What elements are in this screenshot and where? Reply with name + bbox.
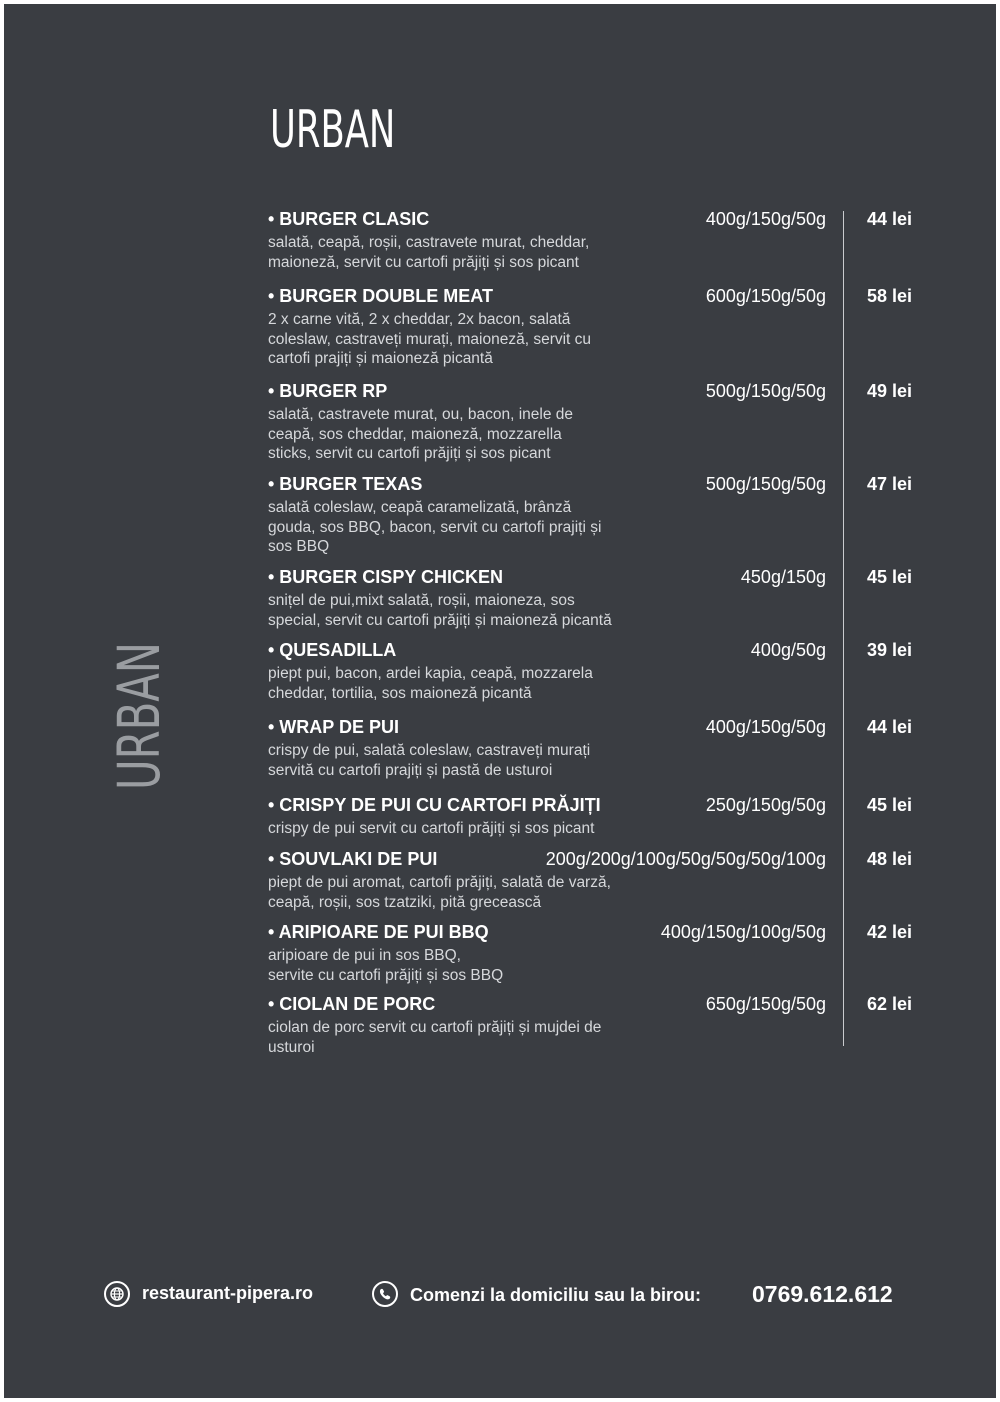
menu-item-name: • QUESADILLA (268, 640, 397, 660)
menu-item-weight: 500g/150g/50g (705, 381, 826, 401)
description-line: usturoi (268, 1038, 315, 1056)
menu-item-weight: 400g/50g (750, 640, 826, 660)
menu-item-weight: 600g/150g/50g (705, 286, 826, 306)
menu-item-weight: 500g/150g/50g (705, 474, 826, 494)
menu-item-header (268, 474, 918, 498)
menu-item-price: 48 lei (866, 849, 912, 869)
description-line: special, servit cu cartofi prăjiți și maioneză picantă (268, 611, 612, 629)
description-line: piept pui, bacon, ardei kapia, ceapă, mozzarela (268, 665, 593, 682)
menu-item-description (268, 664, 708, 703)
menu-item (268, 640, 918, 703)
footer (104, 1281, 904, 1311)
page-title: URBAN (270, 100, 396, 160)
menu-item-name: • ARIPIOARE DE PUI BBQ (268, 922, 489, 942)
description-line: sticks, servit cu cartofi prăjiți și sos picant (268, 445, 551, 462)
menu-item-name: • SOUVLAKI DE PUI (268, 849, 438, 869)
description-line: ciolan de porc servit cu cartofi prăjiți și mujdei de (268, 1019, 602, 1036)
menu-item-header (268, 640, 918, 664)
menu-item (268, 381, 918, 464)
menu-item-price: 42 lei (866, 922, 912, 942)
description-line: maioneză, servit cu cartofi prăjiți și sos picant (268, 253, 579, 271)
menu-item-price: 47 lei (866, 474, 912, 494)
menu-item-price: 44 lei (866, 717, 912, 737)
menu-item-name: • CRISPY DE PUI CU CARTOFI PRĂJIȚI (268, 795, 601, 815)
menu-item (268, 286, 918, 369)
description-line: servite cu cartofi prăjiți și sos BBQ (268, 966, 504, 984)
description-line: sos BBQ (268, 538, 330, 555)
menu-item-description (268, 233, 708, 272)
description-line: aripioare de pui in sos BBQ, (268, 947, 461, 964)
menu-item (268, 717, 918, 780)
menu-item-description (268, 310, 708, 369)
globe-icon (104, 1281, 130, 1307)
menu-item-description (268, 591, 708, 630)
menu-item-description (268, 819, 708, 839)
menu-item-weight: 450g/150g (740, 567, 826, 587)
menu-item-name: • BURGER RP (268, 381, 388, 401)
description-line: piept de pui aromat, cartofi prăjiți, salată de varză, (268, 874, 611, 891)
menu-item-price: 45 lei (866, 567, 912, 587)
menu-item-header (268, 567, 918, 591)
website-link[interactable]: restaurant-pipera.ro (142, 1283, 314, 1303)
menu-item-header (268, 795, 918, 819)
menu-item-weight: 400g/150g/100g/50g (660, 922, 826, 942)
menu-item (268, 209, 918, 272)
menu-item-weight: 250g/150g/50g (705, 795, 826, 815)
menu-item (268, 994, 918, 1057)
menu-item-header (268, 717, 918, 741)
description-line: snițel de pui,mixt salată, roșii, maioneza, sos (268, 592, 575, 609)
menu-item-description (268, 946, 708, 985)
menu-item-header (268, 849, 918, 873)
description-line: 2 x carne vită, 2 x cheddar, 2x bacon, salată (268, 311, 571, 328)
menu-item (268, 567, 918, 630)
menu-item-description (268, 498, 708, 557)
menu-item (268, 849, 918, 912)
menu-item-price: 58 lei (866, 286, 912, 306)
menu-item (268, 795, 918, 839)
description-line: salată coleslaw, ceapă caramelizată, brânză (268, 499, 572, 516)
description-line: servită cu cartofi prajiți și pastă de usturoi (268, 761, 553, 779)
description-line: salată, castravete murat, ou, bacon, inele de (268, 406, 574, 423)
menu-item-price: 39 lei (866, 640, 912, 660)
menu-item-name: • BURGER TEXAS (268, 474, 423, 494)
menu-item-header (268, 994, 918, 1018)
menu-item-description (268, 1018, 708, 1057)
phone-icon (372, 1281, 398, 1307)
menu-item-header (268, 286, 918, 310)
phone-number[interactable]: 0769.612.612 (752, 1281, 893, 1307)
description-line: salată, ceapă, roșii, castravete murat, cheddar, (268, 234, 590, 251)
menu-item-price: 62 lei (866, 994, 912, 1014)
order-text: Comenzi la domiciliu sau la birou: (410, 1285, 702, 1305)
menu-item-name: • WRAP DE PUI (268, 717, 399, 737)
side-label: URBAN (105, 641, 173, 790)
description-line: coleslaw, castraveți murați, maioneză, servit cu (268, 330, 592, 348)
menu-item-header (268, 922, 918, 946)
menu-item-description (268, 741, 708, 780)
menu-item-header (268, 381, 918, 405)
menu-item-price: 44 lei (866, 209, 912, 229)
menu-item-price: 45 lei (866, 795, 912, 815)
menu-item-name: • BURGER DOUBLE MEAT (268, 286, 493, 306)
description-line: ceapă, roșii, sos tzatziki, pită grecească (268, 893, 542, 911)
description-line: crispy de pui servit cu cartofi prăjiți și sos picant (268, 820, 595, 837)
menu-item-price: 49 lei (866, 381, 912, 401)
menu-item (268, 922, 918, 985)
description-line: cartofi prajiți și maioneză picantă (268, 350, 493, 367)
menu-item-weight: 200g/200g/100g/50g/50g/50g/100g (545, 849, 826, 869)
description-line: ceapă, sos cheddar, maioneză, mozzarella (268, 425, 562, 443)
menu-item-description (268, 873, 708, 912)
menu-item (268, 474, 918, 557)
menu-item-name: • BURGER CISPY CHICKEN (268, 567, 504, 587)
description-line: cheddar, tortilia, sos maioneză picantă (268, 684, 532, 702)
menu-item-weight: 400g/150g/50g (705, 209, 826, 229)
menu-page (4, 4, 996, 1398)
menu-item-weight: 400g/150g/50g (705, 717, 826, 737)
description-line: gouda, sos BBQ, bacon, servit cu cartofi prajiți și (268, 518, 602, 536)
menu-item-description (268, 405, 708, 464)
menu-item-weight: 650g/150g/50g (705, 994, 826, 1014)
menu-item-header (268, 209, 918, 233)
description-line: crispy de pui, salată coleslaw, castraveți murați (268, 742, 591, 759)
menu-item-name: • BURGER CLASIC (268, 209, 430, 229)
menu-item-name: • CIOLAN DE PORC (268, 994, 436, 1014)
